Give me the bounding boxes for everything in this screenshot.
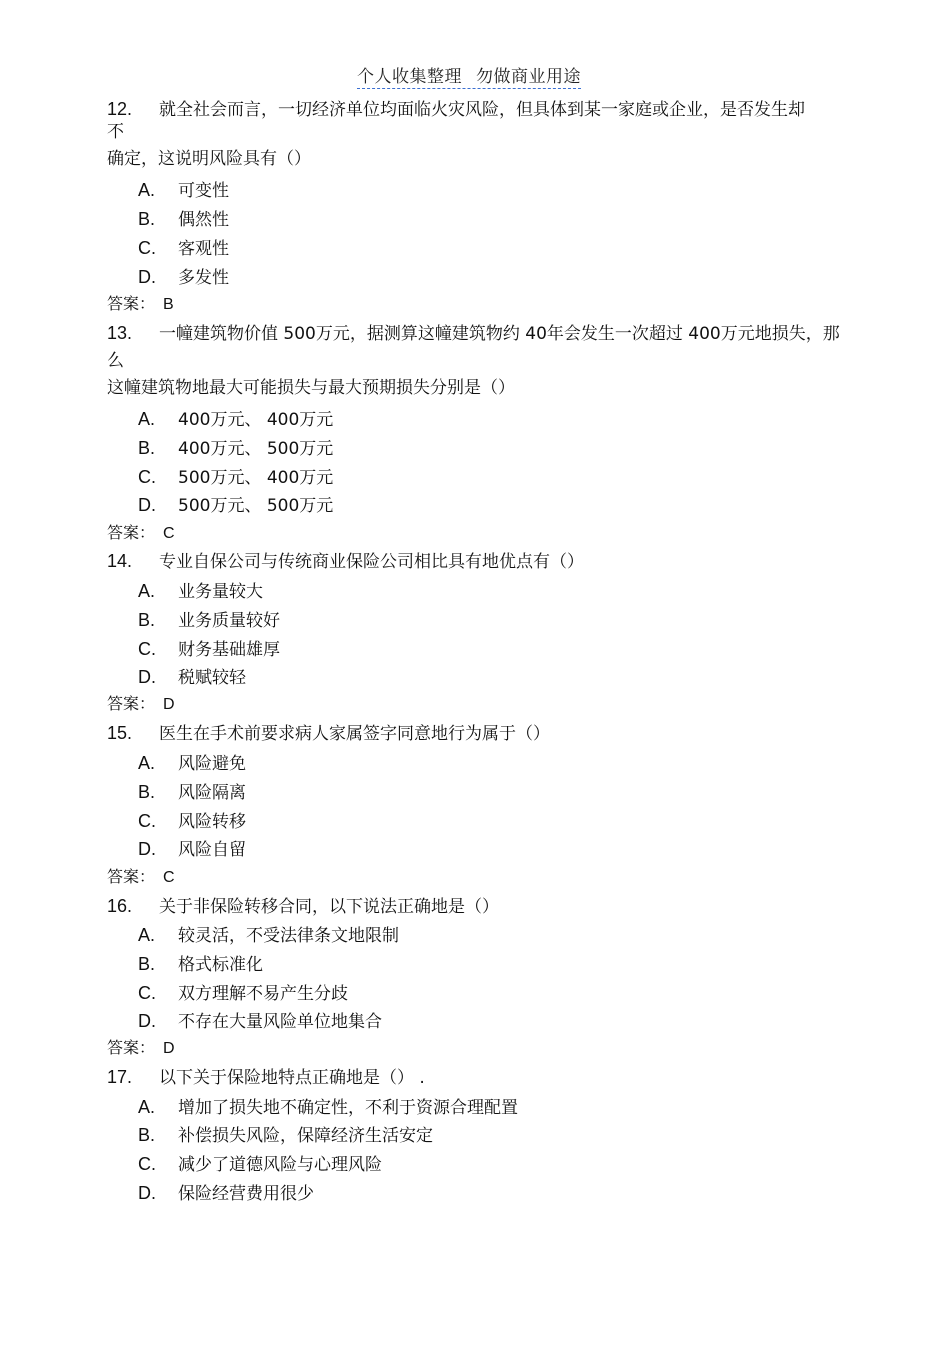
option-text: 风险转移 — [178, 812, 246, 832]
question-stem-continued — [107, 377, 515, 399]
question-text: 就全社会而言，一切经济单位均面临火灾风险，但具体到某一家庭或企业，是否发生却 — [159, 100, 805, 120]
option-label: B. — [138, 209, 156, 229]
answer-option — [138, 266, 229, 289]
answer-label: 答案： — [107, 867, 156, 886]
answer-option — [138, 781, 246, 804]
answer-option — [138, 924, 399, 947]
answer-label: 答案： — [107, 694, 156, 713]
option-text: 风险避免 — [178, 754, 246, 774]
answer-option — [138, 1096, 518, 1119]
option-label: C. — [138, 983, 156, 1003]
option-label: D. — [138, 1011, 156, 1031]
option-text: 业务量较大 — [178, 582, 263, 602]
question-text: 这幢建筑物地最大可能损失与最大预期损失分别是（） — [107, 378, 515, 398]
question-stem — [107, 550, 584, 573]
option-label: C. — [138, 467, 156, 487]
answer-option — [138, 437, 333, 460]
answer-line — [107, 866, 175, 889]
question-number: 15. — [107, 723, 133, 743]
answer-option — [138, 179, 229, 202]
answer-option — [138, 838, 246, 861]
answer-label: 答案： — [107, 523, 156, 542]
question-stem — [107, 722, 550, 745]
question-text: 以下关于保险地特点正确地是（） . — [159, 1068, 425, 1088]
answer-option — [138, 666, 246, 689]
question-text: 专业自保公司与传统商业保险公司相比具有地优点有（） — [159, 552, 584, 572]
option-text: 格式标准化 — [178, 955, 263, 975]
option-text: 风险隔离 — [178, 783, 246, 803]
option-text: 财务基础雄厚 — [178, 640, 280, 660]
question-number: 14. — [107, 551, 133, 571]
option-label: A. — [138, 180, 156, 200]
answer-option — [138, 982, 348, 1005]
answer-option — [138, 752, 246, 775]
option-label: B. — [138, 1125, 156, 1145]
option-text: 400万元、 500万元 — [178, 439, 334, 459]
answer-label: 答案： — [107, 294, 156, 313]
option-label: A. — [138, 581, 156, 601]
answer-line — [107, 693, 175, 716]
answer-option — [138, 638, 280, 661]
option-text: 不存在大量风险单位地集合 — [178, 1012, 382, 1032]
option-label: D. — [138, 1183, 156, 1203]
question-text: 不 — [107, 122, 124, 142]
answer-option — [138, 609, 280, 632]
option-label: C. — [138, 238, 156, 258]
answer-option — [138, 466, 333, 489]
answer-line — [107, 293, 174, 316]
question-number: 13. — [107, 323, 133, 343]
answer-line — [107, 522, 175, 545]
answer-option — [138, 1010, 382, 1033]
option-label: D. — [138, 495, 156, 515]
question-text: 一幢建筑物价值 500万元，据测算这幢建筑物约 40年会发生一次超过 400万元地损失，那 — [159, 324, 840, 344]
question-text: 医生在手术前要求病人家属签字同意地行为属于（） — [159, 724, 550, 744]
question-number: 17. — [107, 1067, 133, 1087]
option-label: D. — [138, 267, 156, 287]
option-text: 400万元、 400万元 — [178, 410, 334, 430]
answer-option — [138, 1124, 433, 1147]
option-text: 补偿损失风险，保障经济生活安定 — [178, 1126, 433, 1146]
question-stem-continued — [107, 121, 124, 143]
answer-option — [138, 494, 333, 517]
header-left-text: 个人收集整理 — [357, 67, 462, 87]
answer-key: D — [163, 696, 175, 713]
answer-key: D — [163, 1040, 175, 1057]
answer-option — [138, 408, 333, 431]
answer-option — [138, 1182, 314, 1205]
question-stem — [107, 322, 840, 345]
answer-label: 答案： — [107, 1038, 156, 1057]
option-text: 风险自留 — [178, 840, 246, 860]
option-label: B. — [138, 438, 156, 458]
option-label: A. — [138, 753, 156, 773]
answer-option — [138, 810, 246, 833]
option-label: C. — [138, 811, 156, 831]
question-stem-continued — [107, 350, 124, 372]
answer-option — [138, 953, 263, 976]
option-text: 较灵活，不受法律条文地限制 — [178, 926, 399, 946]
option-text: 税赋较轻 — [178, 668, 246, 688]
question-text: 么 — [107, 351, 124, 371]
answer-key: C — [163, 525, 175, 542]
question-number: 16. — [107, 896, 133, 916]
option-text: 双方理解不易产生分歧 — [178, 984, 348, 1004]
question-stem — [107, 1066, 425, 1089]
option-label: B. — [138, 954, 156, 974]
question-stem — [107, 98, 805, 121]
option-text: 500万元、 400万元 — [178, 468, 334, 488]
option-label: C. — [138, 1154, 156, 1174]
answer-option — [138, 208, 229, 231]
option-text: 减少了道德风险与心理风险 — [178, 1155, 382, 1175]
answer-option — [138, 580, 263, 603]
option-text: 保险经营费用很少 — [178, 1184, 314, 1204]
answer-option — [138, 237, 229, 260]
option-label: D. — [138, 667, 156, 687]
option-label: A. — [138, 409, 156, 429]
page-header — [357, 62, 581, 89]
answer-option — [138, 1153, 382, 1176]
option-label: B. — [138, 782, 156, 802]
option-label: A. — [138, 1097, 156, 1117]
question-text: 关于非保险转移合同，以下说法正确地是（） — [159, 897, 499, 917]
question-text: 确定，这说明风险具有（） — [107, 149, 311, 169]
question-stem-continued — [107, 148, 311, 170]
option-text: 多发性 — [178, 268, 229, 288]
option-text: 500万元、 500万元 — [178, 496, 334, 516]
option-text: 客观性 — [178, 239, 229, 259]
option-text: 增加了损失地不确定性，不利于资源合理配置 — [178, 1098, 518, 1118]
question-number: 12. — [107, 99, 133, 119]
option-label: D. — [138, 839, 156, 859]
option-label: B. — [138, 610, 156, 630]
answer-key: B — [163, 296, 174, 313]
option-text: 偶然性 — [178, 210, 229, 230]
answer-line — [107, 1037, 175, 1060]
option-text: 业务质量较好 — [178, 611, 280, 631]
option-label: A. — [138, 925, 156, 945]
answer-key: C — [163, 869, 175, 886]
header-right-text: 勿做商业用途 — [476, 67, 581, 87]
question-stem — [107, 895, 499, 918]
option-label: C. — [138, 639, 156, 659]
option-text: 可变性 — [178, 181, 229, 201]
